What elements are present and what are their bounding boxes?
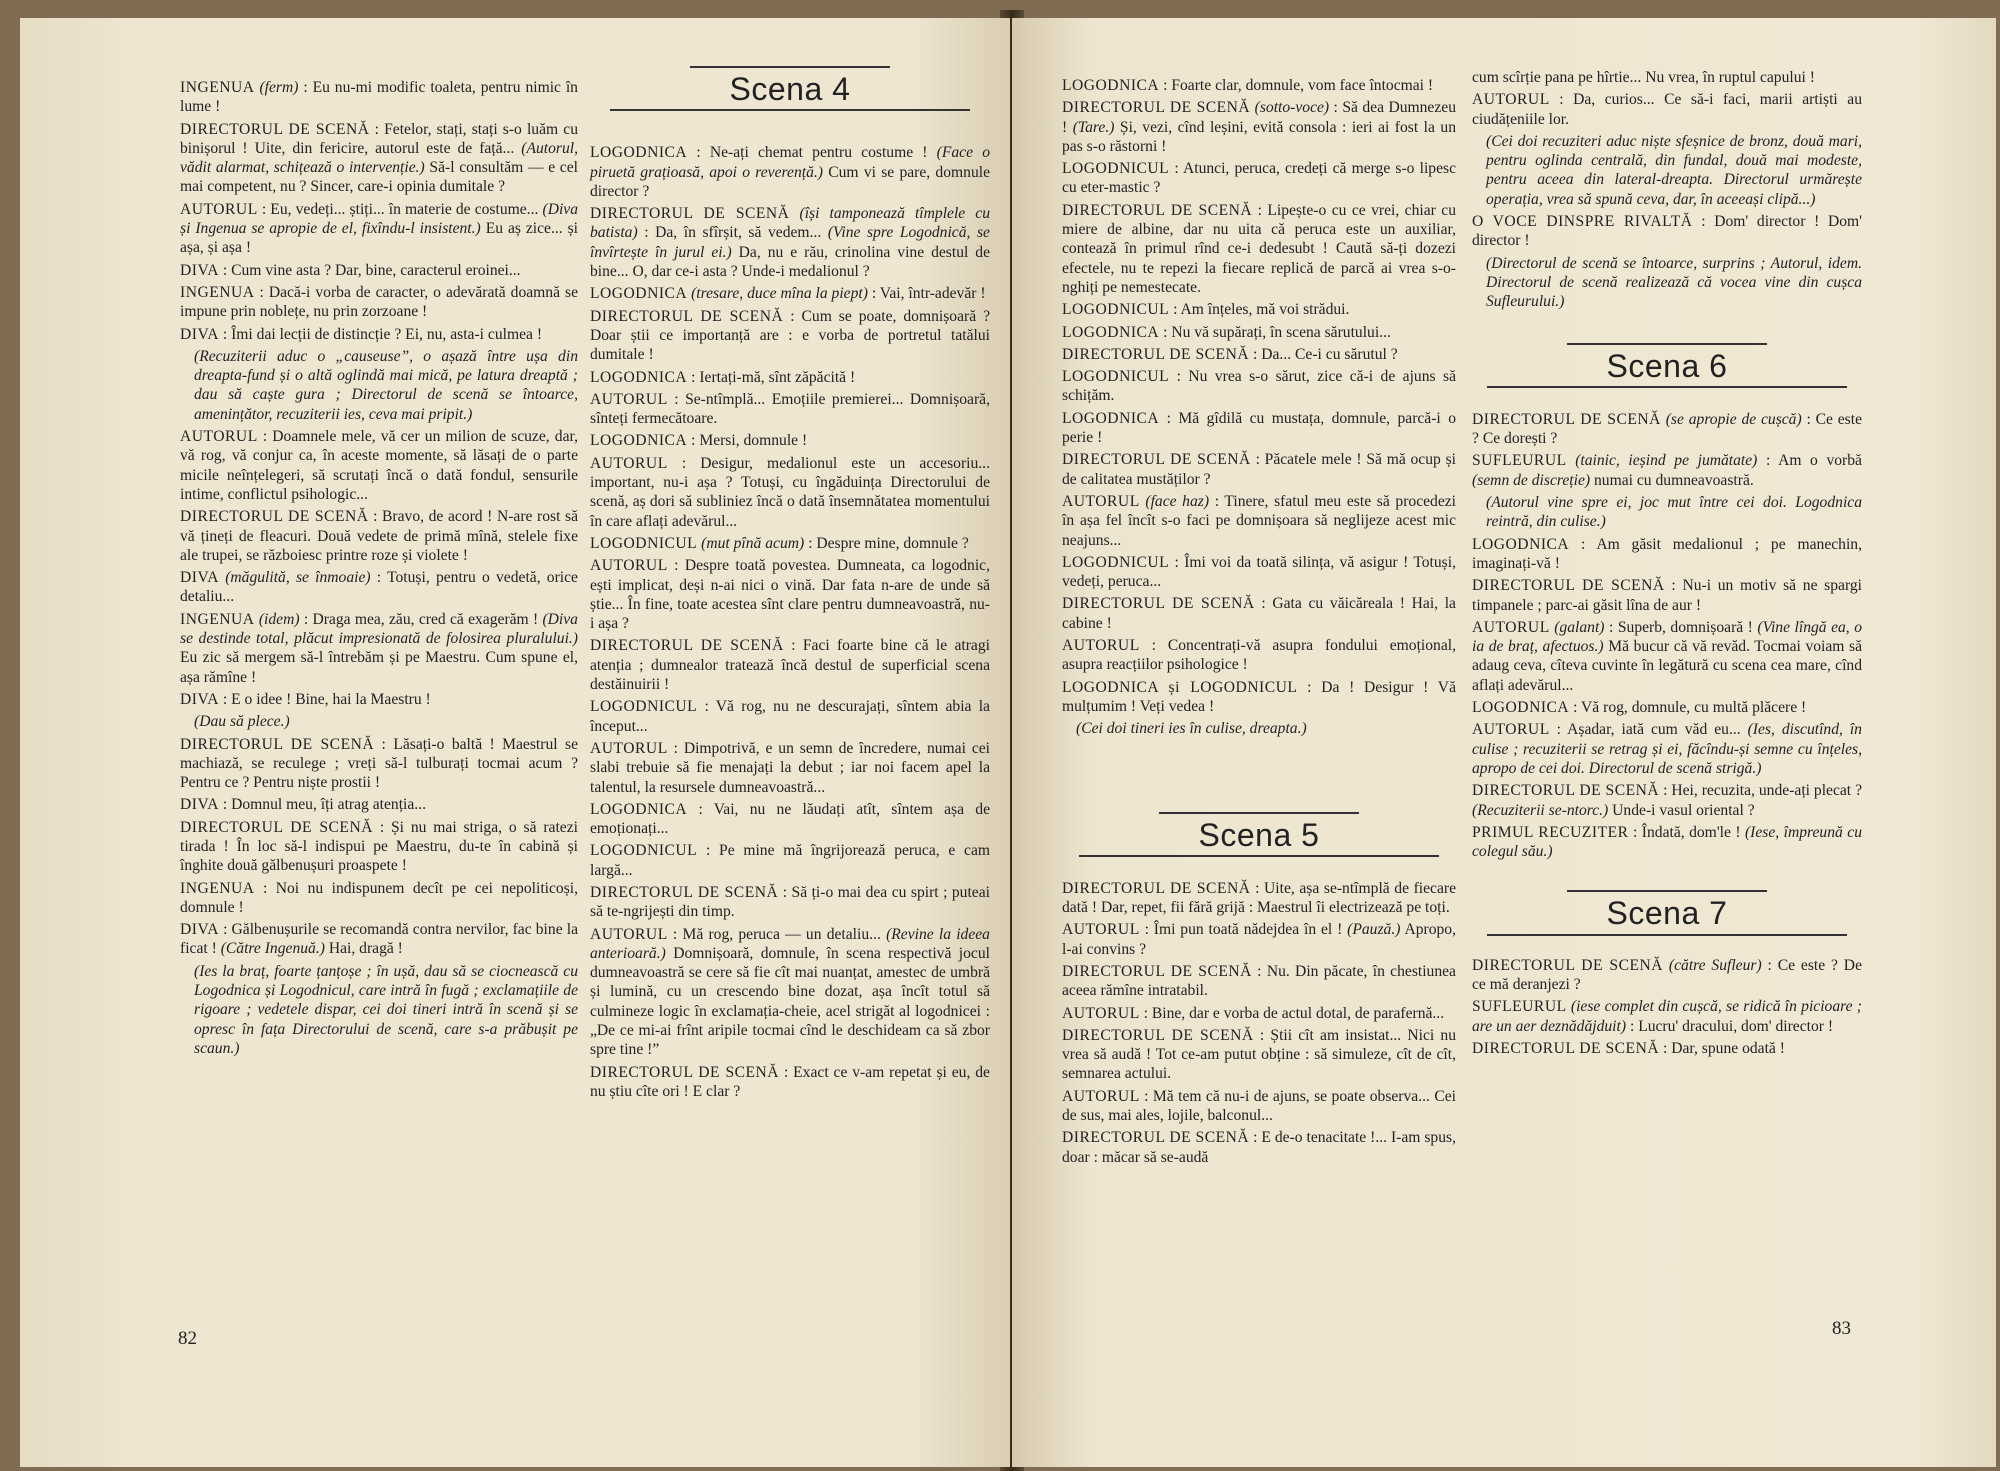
dialogue-line: O VOCE DINSPRE RIVALTĂ : Dom' director ! Dom' director ! <box>1472 213 1862 250</box>
dialogue-line: LOGODNICA : Vă rog, domnule, cu multă plăcere ! <box>1472 699 1807 717</box>
stage-direction-text: (Cei doi recuziteri aduc niște sfeșnice de bronz, două mari, pentru oglinda centrală, din fundal, două mai modeste, pentru aceea din lateral-dreapta. Directorul urmărește operația, vrea să spună ceva, dar, în aceeași clipă...) <box>1486 132 1862 208</box>
dialogue-line: DIVA : Cum vine asta ? Dar, bine, caracterul eroinei... <box>180 261 521 279</box>
dialogue-text: Se-ntîmplă... Emoțiile premierei... Domnișoară, sînteți fermecătoare. <box>590 390 990 428</box>
dialogue-text: Pe mine mă îngrijorează peruca, e cam largă... <box>590 842 990 879</box>
dialogue-line: AUTORUL : Se-ntîmplă... Emoțiile premierei... Domnișoară, sînteți fermecătoare. <box>590 390 990 428</box>
speaker-name: AUTORUL <box>1062 921 1140 939</box>
stage-direction-text: (Ies la braț, foarte țanțoșe ; în ușă, dau să se ciocnească cu Logodnica și Logodnicul, care intră în fugă ; exclamațiile de rigoare ; vedetele dispar, cei doi tineri intră în scenă și se opresc în fața Directorului de scenă, care s-a prăbușit pe scaun.) <box>194 962 578 1057</box>
speaker-name: DIRECTORUL DE SCENĂ <box>1062 1026 1254 1044</box>
stage-direction-text: (Dau să plece.) <box>194 713 290 731</box>
scene-rule <box>1159 812 1359 814</box>
speaker-name: LOGODNICA <box>590 800 688 818</box>
stage-direction-inline: (Iese, împreună cu colegul său.) <box>1472 823 1862 861</box>
dialogue-text: Cum vi se pare, domnule director ? <box>590 163 991 200</box>
dialogue-line: LOGODNICA și LOGODNICUL : Da ! Desigur ! Vă mulțumim ! Veți vedea ! <box>1062 678 1456 715</box>
dialogue-line: AUTORUL : Dimpotrivă, e un semn de încredere, numai cei slabi trebuie să fie menajați la debut ; iar noi facem apel la talentul, la resursele dumneavoastră... <box>590 739 990 796</box>
dialogue-text: Eu zic să mergem să-l întrebăm și pe Maestru. Cum spune el, așa rămîne ! <box>180 649 578 686</box>
dialogue-text: Mă gîdilă cu mustața, domnule, parcă-i o perie ! <box>1062 409 1456 447</box>
stage-direction-text: (Cei doi tineri ies în culise, dreapta.) <box>1076 720 1307 738</box>
dialogue-continuation <box>1472 68 1862 87</box>
dialogue-text: Nu-i un motiv să ne spargi timpanele ; parc-ai găsit lîna de aur ! <box>1472 577 1863 614</box>
stage-direction-inline: (semn de discreție) <box>1472 471 1591 489</box>
dialogue-text: Vă rog, nu ne descurajați, sîntem abia la început... <box>590 698 990 735</box>
scene-title: Scena 5 <box>1198 816 1320 853</box>
dialogue-line: DIVA (măgulită, se înmoaie) : Totuși, pentru o vedetă, orice detaliu... <box>180 569 578 606</box>
stage-direction-inline: (Către Ingenuă.) <box>220 940 325 958</box>
dialogue-text: Hai, dragă ! <box>328 940 403 958</box>
dialogue-text: E o idee ! Bine, hai la Maestru ! <box>231 690 431 708</box>
dialogue-text: Da, curios... Ce să-i faci, marii artiști au ciudățeniile lor. <box>1472 91 1862 128</box>
dialogue-text: Am o vorbă <box>1778 452 1862 470</box>
dialogue-text: Îndată, dom'le ! <box>1641 823 1741 841</box>
dialogue-text: Exact ce v-am repetat și eu, de nu știu cîte ori ! E clar ? <box>590 1063 990 1100</box>
dialogue-text: Îmi dai lecții de distincție ? Ei, nu, asta-i culmea ! <box>231 325 543 343</box>
stage-direction-inline: (tainic, ieșind pe jumătate) <box>1575 452 1758 470</box>
stage-direction-inline: (ferm) <box>259 79 299 96</box>
dialogue-text: Da, în sfîrșit, să vedem... <box>655 224 822 242</box>
dialogue-line: DIRECTORUL DE SCENĂ : Faci foarte bine că le atragi atenția ; dumnealor tratează încă destul de superficial scena destăinuirii ! <box>590 637 990 694</box>
dialogue-line: DIRECTORUL DE SCENĂ : Lăsați-o baltă ! Maestrul se machiază, se reculege ; vreți să-l tulburați tocmai acum ? Pentru ce ? Pentru niște prostii ! <box>180 735 578 792</box>
stage-direction <box>180 347 578 424</box>
speaker-name: INGENUA <box>180 610 255 628</box>
speaker-name: DIVA <box>180 796 219 814</box>
stage-direction-inline: (iese complet din cușcă, se ridică în picioare ; are un aer deznădăjduit) <box>1472 998 1862 1035</box>
right-page-column-2 <box>1472 68 1862 1061</box>
dialogue-text: E de-o tenacitate !... I-am spus, doar : măcar să se-audă <box>1062 1129 1456 1166</box>
dialogue-text: cum scîrție pana pe hîrtie... Nu vrea, în ruptul capului ! <box>1472 69 1815 86</box>
dialogue-line: AUTORUL : Eu, vedeți... știți... în materie de costume... (Diva și Ingenua se apropie de el, fixîndu-l insistent.) Eu aș zice... și așa, și așa ! <box>180 200 579 257</box>
dialogue-text: Cum se poate, domnișoară ? Doar știi ce importanță are : e vorba de portretul tatălui dumitale ! <box>590 307 990 364</box>
speaker-name: O VOCE DINSPRE RIVALTĂ <box>1472 213 1693 231</box>
dialogue-line: AUTORUL : Mă rog, peruca — un detaliu... (Revine la ideea anterioară.) Domnișoară, domnule, în scena respectivă jocul dumneavoastră se cere să fie cît mai nuanțat, amestec de umbră și lumină, cu un crescendo bine dozat, așa încît totul să culmineze logic în exclamația-cheie, acel strigăt al logodnicei : „De ce mi-ai frînt aripile tocmai cînd le deschideam ca să zbor spre tine !” <box>590 925 990 1059</box>
dialogue-line: DIRECTORUL DE SCENĂ : Nu-i un motiv să ne spargi timpanele ; parc-ai găsit lîna de aur ! <box>1472 577 1863 614</box>
dialogue-line: DIVA : Domnul meu, îți atrag atenția... <box>180 796 426 814</box>
dialogue-line: DIRECTORUL DE SCENĂ : Da... Ce-i cu sărutul ? <box>1062 345 1398 363</box>
speaker-name: DIRECTORUL DE SCENĂ <box>1472 1039 1660 1057</box>
dialogue-text: Bravo, de acord ! N-are rost să vă țineți de fleacuri. Două vedete de primă mînă, stelele fixe ale trupei, se războiesc printre roze și violete ! <box>180 508 579 564</box>
scene-7-heading <box>1472 890 1862 935</box>
dialogue-line: PRIMUL RECUZITER : Îndată, dom'le ! (Iese, împreună cu colegul său.) <box>1472 823 1862 861</box>
dialogue-text: Despre mine, domnule ? <box>816 534 969 552</box>
speaker-name: INGENUA <box>180 879 255 897</box>
speaker-name: DIVA <box>180 261 219 279</box>
stage-direction-inline: (galant) <box>1554 618 1605 636</box>
stage-direction-text: (Directorul de scenă se întoarce, surprins ; Autorul, idem. Directorul de scenă realizează că vocea vine din cușca Sufleurului.) <box>1486 254 1862 311</box>
dialogue-line: AUTORUL (face haz) : Tinere, sfatul meu este să procedezi în așa fel încît s-o faci pe domnișoara să neglijeze acest mic neajuns... <box>1062 492 1457 549</box>
speaker-name: DIRECTORUL DE SCENĂ <box>180 735 375 753</box>
stage-direction-inline: (Tare.) <box>1072 118 1115 136</box>
dialogue-line: AUTORUL : Bine, dar e vorba de actul dotal, de parafernă... <box>1062 1004 1445 1022</box>
speaker-name: LOGODNICA <box>590 144 688 162</box>
dialogue-line: AUTORUL : Așadar, iată cum văd eu... (Ies, discutînd, în culise ; recuziterii se retrag și ei, făcîndu-și semne cu înțeles, apropo de cei doi. Directorul de scenă strigă.) <box>1472 721 1862 777</box>
speaker-name: PRIMUL RECUZITER <box>1472 823 1629 841</box>
stage-direction-inline: (Vine lîngă ea, o ia de braț, afectuos.) <box>1472 618 1863 656</box>
stage-direction-inline: (Diva și Ingenua se apropie de el, fixîndu-l insistent.) <box>180 200 579 238</box>
scene-title: Scena 6 <box>1606 347 1728 384</box>
stage-direction-inline: (Revine la ideea anterioară.) <box>590 925 990 962</box>
speaker-name: LOGODNICUL <box>590 534 698 552</box>
speaker-name: LOGODNICUL <box>1062 301 1170 319</box>
dialogue-text: Da ! Desigur ! Vă mulțumim ! Veți vedea ! <box>1062 678 1456 715</box>
dialogue-text: Ce este ? Ce dorești ? <box>1472 410 1863 448</box>
dialogue-line: DIVA : E o idee ! Bine, hai la Maestru ! <box>180 690 431 708</box>
dialogue-line: AUTORUL : Îmi pun toată nădejdea în el ! (Pauză.) Apropo, l-ai convins ? <box>1062 921 1456 958</box>
scene-title: Scena 7 <box>1606 895 1728 932</box>
dialogue-text: Atunci, peruca, credeți că merge s-o lipesc cu eter-mastic ? <box>1062 160 1456 197</box>
dialogue-line: AUTORUL : Concentrați-vă asupra fondului emoțional, asupra reacțiilor psihologice ! <box>1062 637 1456 674</box>
scene-rule <box>1567 890 1767 892</box>
speaker-name: AUTORUL <box>180 200 258 218</box>
dialogue-line: LOGODNICUL : Pe mine mă îngrijorează peruca, e cam largă... <box>590 842 990 879</box>
speaker-name: LOGODNICA <box>1062 323 1160 341</box>
speaker-name: DIRECTORUL DE SCENĂ <box>590 307 784 325</box>
dialogue-line: DIRECTORUL DE SCENĂ (se apropie de cușcă) : Ce este ? Ce dorești ? <box>1472 410 1863 448</box>
page-82 <box>20 18 1010 1467</box>
dialogue-line: DIRECTORUL DE SCENĂ : Și nu mai striga, o să ratezi tirada ! În loc să-l indispui pe Maestru, du-te în cabină și înghite două gălbenușuri proaspete ! <box>180 818 578 875</box>
dialogue-text: Lăsați-o baltă ! Maestrul se machiază, se reculege ; vreți să-l tulburați tocmai acum ? Pentru ce ? Pentru niște prostii ! <box>180 735 578 792</box>
speaker-name: DIVA <box>180 690 219 708</box>
dialogue-line: DIRECTORUL DE SCENĂ : Fetelor, stați, stați s-o luăm cu binișorul ! Uite, din fericire, autorul este de față... (Autorul, vădit alarmat, schițează o intervenție.) Să-l consultăm — e cel mai competent, nu ? Sincer, care-i opinia dumitale ? <box>180 120 578 196</box>
dialogue-text: Să ți-o mai dea cu spirt ; puteai să te-ngrijești din timp. <box>590 883 990 921</box>
stage-direction-inline: (mut pînă acum) <box>701 534 805 552</box>
dialogue-text: Domnișoară, domnule, în scena respectivă jocul dumneavoastră se cere să fie cît mai nuanțat, amestec de umbră și lumină, cu un crescendo bine dozat, așa încît totul să culmineze logic în exclamația-cheie, acel strigăt al logodnicei : „De ce mi-ai frînt aripile tocmai cînd le deschideam ca să zbor spre tine !” <box>590 944 990 1059</box>
stage-direction-text: (Recuziterii aduc o „causeuse”, o așază între ușa din dreapta-fund și o altă oglindă mai mică, pe latura dreaptă ; dau să caște gura ; Directorul de scenă se întoarce, amenințător, recuziterii ies, ceva mai pripit.) <box>194 347 578 423</box>
dialogue-text: Faci foarte bine că le atragi atenția ; dumnealor tratează încă destul de superficial scena destăinuirii ! <box>590 637 990 694</box>
dialogue-line: LOGODNICA : Ne-ați chemat pentru costume ! (Face o piruetă grațioasă, apoi o reverență.) Cum vi se pare, domnule director ? <box>590 144 991 200</box>
stage-direction-inline: (tresare, duce mîna la piept) <box>691 285 868 303</box>
dialogue-text: Eu nu-mi modific toaleta, pentru nimic în lume ! <box>180 79 578 116</box>
scene-rule <box>690 66 890 68</box>
speaker-name: AUTORUL <box>1062 1087 1140 1105</box>
dialogue-text: Bine, dar e vorba de actul dotal, de parafernă... <box>1151 1004 1445 1022</box>
right-page-column-1 <box>1062 76 1456 1170</box>
dialogue-text: Am găsit medalionul ; pe manechin, imaginați-vă ! <box>1472 535 1862 572</box>
dialogue-block <box>590 143 990 1101</box>
dialogue-text: Gata cu văicăreala ! Hai, la cabine ! <box>1062 595 1456 632</box>
dialogue-text: Vai, într-adevăr ! <box>879 285 986 303</box>
dialogue-block <box>1472 68 1862 312</box>
dialogue-line: DIRECTORUL DE SCENĂ : Cum se poate, domnișoară ? Doar știi ce importanță are : e vorba de portretul tatălui dumitale ! <box>590 307 990 364</box>
stage-direction-inline: (Ies, discutînd, în culise ; recuziterii se retrag și ei, făcîndu-și semne cu înțeles, apropo de cei doi. Directorul de scenă strigă.) <box>1472 721 1862 777</box>
speaker-name: DIVA <box>180 921 219 939</box>
speaker-name: DIRECTORUL DE SCENĂ <box>590 883 779 901</box>
speaker-name: AUTORUL <box>590 557 668 575</box>
dialogue-text: Despre toată povestea. Dumneata, ca logodnic, ești implicat, deși n-ai nici o vină. Dar fata n-are de unde să știe... În fine, toate acestea sînt clare pentru dumneavoastră, nu-i așa ? <box>590 557 991 633</box>
dialogue-line: LOGODNICUL : Îmi voi da toată silința, vă asigur ! Totuși, vedeți, peruca... <box>1062 553 1456 591</box>
dialogue-text: Iertați-mă, sînt zăpăcită ! <box>699 368 856 386</box>
speaker-name: DIRECTORUL DE SCENĂ <box>1062 201 1253 219</box>
speaker-name: DIRECTORUL DE SCENĂ <box>1472 782 1660 800</box>
speaker-name: DIRECTORUL DE SCENĂ <box>1062 451 1251 469</box>
dialogue-text: Ce este ? De ce mă deranjezi ? <box>1472 956 1862 993</box>
speaker-name: INGENUA <box>180 283 255 301</box>
speaker-name: AUTORUL <box>180 428 258 446</box>
left-page-column-1 <box>180 78 578 1061</box>
dialogue-line: DIRECTORUL DE SCENĂ (către Sufleur) : Ce este ? De ce mă deranjezi ? <box>1472 956 1862 993</box>
dialogue-text: Lipește-o cu ce vrei, chiar cu miere de albine, dar nu uita că peruca este un auxiliar, contează în primul rînd ce-i dedesubt ! Caută să-ți dozezi efectele, nu te repezi la fiecare replică de parcă ai vrea s-o-nghiți pe nemestecate. <box>1062 201 1456 296</box>
speaker-name: AUTORUL <box>590 925 668 943</box>
dialogue-line: LOGODNICUL : Atunci, peruca, credeți că merge s-o lipesc cu eter-mastic ? <box>1062 160 1456 197</box>
dialogue-text: numai cu dumneavoastră. <box>1593 471 1754 489</box>
dialogue-line: SUFLEURUL (iese complet din cușcă, se ridică în picioare ; are un aer deznădăjduit) : Lucru' dracului, dom' director ! <box>1472 998 1862 1035</box>
speaker-name: AUTORUL <box>1472 91 1550 109</box>
dialogue-line: AUTORUL : Desigur, medalionul este un accesoriu... important, nu-i așa ? Totuși, cu îngăduința Directorului de scenă, aș dori să subliniez încă o dată însemnătatea momentului în care aflați adevărul... <box>590 454 990 530</box>
speaker-name: DIRECTORUL DE SCENĂ <box>1472 410 1661 428</box>
scene-6-heading <box>1472 343 1862 388</box>
speaker-name: AUTORUL <box>1062 492 1140 510</box>
dialogue-line: INGENUA : Noi nu indispunem decît pe cei nepoliticoși, domnule ! <box>180 879 578 916</box>
dialogue-text: Să dea Dumnezeu ! <box>1062 99 1456 136</box>
dialogue-line: DIRECTORUL DE SCENĂ : Păcatele mele ! Să mă ocup și de calitatea mustăților ? <box>1062 451 1456 488</box>
dialogue-text: Nu. Din păcate, în chestiunea aceea rămîne intratabil. <box>1062 962 1456 1000</box>
dialogue-text: Noi nu indispunem decît pe cei nepoliticoși, domnule ! <box>180 879 578 916</box>
dialogue-line: AUTORUL (galant) : Superb, domnișoară ! (Vine lîngă ea, o ia de braț, afectuos.) Mă bucur că vă revăd. Tocmai voiam să adaug ceva, cîteva cuvinte în legătură cu scena cea mare, cînd aflați adevărul... <box>1472 618 1863 694</box>
dialogue-text: Eu aș zice... și așa, și așa ! <box>180 220 578 257</box>
dialogue-text: Totuși, pentru o vedetă, orice detaliu... <box>180 569 578 606</box>
stage-direction-inline: (își tamponează tîmplele cu batista) <box>590 205 990 242</box>
speaker-name: LOGODNICUL <box>1062 553 1170 571</box>
dialogue-text: Nu vrea s-o sărut, zice că-i de ajuns să schițăm. <box>1062 368 1456 405</box>
dialogue-line: DIVA : Îmi dai lecții de distincție ? Ei, nu, asta-i culmea ! <box>180 325 543 343</box>
stage-direction-inline: (se apropie de cușcă) <box>1665 410 1802 428</box>
speaker-name: DIRECTORUL DE SCENĂ <box>1062 99 1251 117</box>
dialogue-line: LOGODNICUL : Nu vrea s-o sărut, zice că-i de ajuns să schițăm. <box>1062 368 1456 405</box>
speaker-name: DIRECTORUL DE SCENĂ <box>1062 345 1250 363</box>
speaker-name: DIRECTORUL DE SCENĂ <box>1062 962 1252 980</box>
speaker-name: INGENUA <box>180 79 255 96</box>
dialogue-line: AUTORUL : Mă tem că nu-i de ajuns, se poate observa... Cei de sus, mai ales, lojile, balconul... <box>1062 1087 1456 1125</box>
dialogue-line: DIRECTORUL DE SCENĂ : Nu. Din păcate, în chestiunea aceea rămîne intratabil. <box>1062 962 1456 1000</box>
dialogue-text: Vai, nu ne lăudați atît, sîntem așa de emoționați... <box>590 800 990 838</box>
dialogue-line: DIRECTORUL DE SCENĂ : Știi cît am insistat... Nici nu vrea să audă ! Tot ce-am putut obține : să simuleze, cît de cît, semnarea actului. <box>1062 1026 1456 1083</box>
dialogue-line: DIRECTORUL DE SCENĂ : Dar, spune odată ! <box>1472 1039 1785 1057</box>
dialogue-text: Uite, așa se-ntîmplă de fiecare dată ! Dar, repet, fii fără grijă : Maestrul îi electrizează pe toți. <box>1062 879 1457 917</box>
speaker-name: DIRECTORUL DE SCENĂ <box>1472 956 1664 974</box>
dialogue-text: Fetelor, stați, stați s-o luăm cu binișorul ! Uite, din fericire, autorul este de față... <box>180 120 578 157</box>
dialogue-line: DIRECTORUL DE SCENĂ (sotto-voce) : Să dea Dumnezeu ! (Tare.) Și, vezi, cînd leșini, evită consola : ieri ai fost la un pas s-o răstorni ! <box>1062 99 1456 155</box>
dialogue-line: LOGODNICA : Mă gîdilă cu mustața, domnule, parcă-i o perie ! <box>1062 409 1456 447</box>
speaker-name: DIRECTORUL DE SCENĂ <box>180 508 369 526</box>
dialogue-line: LOGODNICA (tresare, duce mîna la piept) : Vai, într-adevăr ! <box>590 285 986 303</box>
dialogue-text: Doamnele mele, vă cer un milion de scuze, dar, vă rog, vă conjur ca, în aceste momente, să lăsați de o parte micile neînțelegeri, să scrutați încă o dată fondul, sensurile intime, conflictul psihologic... <box>180 428 578 503</box>
stage-direction <box>1472 132 1862 209</box>
dialogue-text: Da... Ce-i cu sărutul ? <box>1261 345 1398 363</box>
dialogue-block <box>1472 410 1862 862</box>
speaker-name: DIRECTORUL DE SCENĂ <box>590 205 790 223</box>
dialogue-line: DIRECTORUL DE SCENĂ : Uite, așa se-ntîmplă de fiecare dată ! Dar, repet, fii fără grijă : Maestrul îi electrizează pe toți. <box>1062 879 1457 917</box>
speaker-name: LOGODNICUL <box>1062 160 1170 178</box>
speaker-name: LOGODNICA <box>1062 77 1160 94</box>
dialogue-text: Unde-i vasul oriental ? <box>1612 801 1755 819</box>
stage-direction-text: (Autorul vine spre ei, joc mut între cei doi. Logodnica reintră, din culise.) <box>1486 494 1862 531</box>
dialogue-line: DIRECTORUL DE SCENĂ : Lipește-o cu ce vrei, chiar cu miere de albine, dar nu uita că peruca este un auxiliar, contează în primul rînd ce-i dedesubt ! Caută să-ți dozezi efectele, nu te repezi la fiecare replică de parcă ai vrea s-o-nghiți pe nemestecate. <box>1062 201 1456 296</box>
stage-direction <box>1062 719 1456 738</box>
dialogue-line: AUTORUL : Despre toată povestea. Dumneata, ca logodnic, ești implicat, deși n-ai nici o vină. Dar fata n-are de unde să știe... În fine, toate acestea sînt clare pentru dumneavoastră, nu-i așa ? <box>590 557 991 633</box>
speaker-name: AUTORUL <box>590 739 668 757</box>
dialogue-text: Îmi pun toată nădejdea în el ! <box>1153 921 1343 939</box>
dialogue-line: LOGODNICA : Foarte clar, domnule, vom face întocmai ! <box>1062 77 1434 94</box>
speaker-name: LOGODNICA <box>590 432 688 450</box>
dialogue-line: DIRECTORUL DE SCENĂ : Hei, recuzita, unde-ați plecat ? (Recuziterii se-ntorc.) Unde-i vasul oriental ? <box>1472 782 1862 819</box>
dialogue-line: DIRECTORUL DE SCENĂ (își tamponează tîmplele cu batista) : Da, în sfîrșit, să vedem... (Vine spre Logodnică, se învîrtește în jurul ei.) Da, nu e rău, crinolina vine destul de bine... O, dar ce-i asta ? Unde-i medalionul ? <box>590 205 991 281</box>
dialogue-text: Ne-ați chemat pentru costume ! <box>709 144 928 162</box>
dialogue-line: DIRECTORUL DE SCENĂ : Gata cu văicăreala ! Hai, la cabine ! <box>1062 595 1456 632</box>
stage-direction-inline: (sotto-voce) <box>1254 99 1330 117</box>
dialogue-text: Superb, domnișoară ! <box>1617 618 1753 636</box>
speaker-name: AUTORUL <box>1472 618 1550 636</box>
dialogue-text: Mersi, domnule ! <box>699 432 808 450</box>
speaker-name: AUTORUL <box>1472 721 1550 739</box>
dialogue-text: Să-l consultăm — e cel mai competent, nu ? Sincer, care-i opinia dumitale ? <box>180 159 578 196</box>
page-number: 83 <box>1832 1318 1851 1339</box>
left-page-column-2 <box>590 66 990 1104</box>
dialogue-text: Mă rog, peruca — un detaliu... <box>682 925 881 943</box>
page-83 <box>1012 18 1996 1467</box>
speaker-name: LOGODNICA <box>1472 535 1570 553</box>
speaker-name: DIVA <box>180 325 219 343</box>
speaker-name: DIRECTORUL DE SCENĂ <box>1062 879 1251 897</box>
speaker-name: LOGODNICA <box>590 285 688 303</box>
dialogue-text: Știi cît am insistat... Nici nu vrea să audă ! Tot ce-am putut obține : să simuleze, cît de cît, semnarea actului. <box>1062 1026 1456 1083</box>
dialogue-text: Draga mea, zău, cred că exagerăm ! <box>312 610 539 628</box>
speaker-name: DIRECTORUL DE SCENĂ <box>1472 577 1665 595</box>
speaker-name: LOGODNICA și LOGODNICUL <box>1062 678 1298 696</box>
dialogue-text: Gălbenușurile se recomandă contra nervilor, fac bine la ficat ! <box>180 921 578 958</box>
dialogue-text: Îmi voi da toată silința, vă asigur ! Totuși, vedeți, peruca... <box>1062 553 1456 591</box>
speaker-name: LOGODNICA <box>1062 409 1160 427</box>
dialogue-text: Păcatele mele ! Să mă ocup și de calitatea mustăților ? <box>1062 451 1456 488</box>
stage-direction-inline: (Autorul, vădit alarmat, schițează o intervenție.) <box>180 139 578 177</box>
dialogue-text: Eu, vedeți... știți... în materie de costume... <box>270 200 539 218</box>
stage-direction-inline: (Diva se destinde total, plăcut impresionată de folosirea pluralului.) <box>180 610 578 648</box>
page-number: 82 <box>178 1328 197 1349</box>
dialogue-line: INGENUA : Dacă-i vorba de caracter, o adevărată doamnă se impune prin noblețe, nu prin zorzoane ! <box>180 283 578 321</box>
dialogue-line: INGENUA (idem) : Draga mea, zău, cred că exagerăm ! (Diva se destinde total, plăcut impresionată de folosirea pluralului.) Eu zic să mergem să-l întrebăm și pe Maestru. Cum spune el, așa rămîne ! <box>180 610 578 686</box>
dialogue-line: LOGODNICA : Am găsit medalionul ; pe manechin, imaginați-vă ! <box>1472 535 1862 572</box>
speaker-name: DIRECTORUL DE SCENĂ <box>1062 1129 1250 1147</box>
dialogue-line: INGENUA (ferm) : Eu nu-mi modific toaleta, pentru nimic în lume ! <box>180 79 578 116</box>
speaker-name: SUFLEURUL <box>1472 998 1567 1016</box>
dialogue-text: Foarte clar, domnule, vom face întocmai ! <box>1171 77 1434 94</box>
dialogue-text: Am înțeles, mă voi strădui. <box>1180 301 1350 319</box>
stage-direction-inline: (măgulită, se înmoaie) <box>225 569 371 587</box>
stage-direction-inline: (Vine spre Logodnică, se învîrtește în jurul ei.) <box>590 224 990 261</box>
dialogue-text: Da, nu e rău, crinolina vine destul de bine... O, dar ce-i asta ? Unde-i medalionul ? <box>590 243 991 281</box>
stage-direction-inline: (face haz) <box>1145 492 1210 510</box>
stage-direction-inline: (Face o piruetă grațioasă, apoi o reverență.) <box>590 144 990 181</box>
dialogue-line: DIRECTORUL DE SCENĂ : Să ți-o mai dea cu spirt ; puteai să te-ngrijești din timp. <box>590 883 990 921</box>
speaker-name: AUTORUL <box>590 390 668 408</box>
dialogue-text: Domnul meu, îți atrag atenția... <box>231 796 426 814</box>
dialogue-line: AUTORUL : Doamnele mele, vă cer un milion de scuze, dar, vă rog, vă conjur ca, în aceste momente, să lăsați de o parte micile neînțelegeri, să scrutați încă o dată fondul, sensurile intime, conflictul psihologic... <box>180 428 578 503</box>
dialogue-text: Mă bucur că vă revăd. Tocmai voiam să adaug ceva, cîteva cuvinte în legătură cu scena cea mare, cînd aflați adevărul... <box>1472 638 1863 694</box>
speaker-name: LOGODNICA <box>1472 699 1570 717</box>
dialogue-line: LOGODNICUL : Am înțeles, mă voi strădui. <box>1062 301 1350 319</box>
dialogue-text: Și nu mai striga, o să ratezi tirada ! În loc să-l indispui pe Maestru, du-te în cabină și înghite două gălbenușuri proaspete ! <box>180 818 578 875</box>
speaker-name: LOGODNICUL <box>590 698 698 716</box>
dialogue-text: Vă rog, domnule, cu multă plăcere ! <box>1581 699 1807 717</box>
speaker-name: LOGODNICUL <box>1062 368 1170 386</box>
dialogue-text: Dom' director ! Dom' director ! <box>1472 213 1862 250</box>
stage-direction <box>1472 254 1862 312</box>
dialogue-text: Și, vezi, cînd leșini, evită consola : ieri ai fost la un pas s-o răstorni ! <box>1062 118 1456 155</box>
scene-5-heading <box>1062 812 1456 857</box>
dialogue-line: LOGODNICUL : Vă rog, nu ne descurajați, sîntem abia la început... <box>590 698 990 735</box>
speaker-name: SUFLEURUL <box>1472 452 1567 470</box>
scene-title: Scena 4 <box>729 71 851 107</box>
dialogue-text: Apropo, l-ai convins ? <box>1062 921 1456 958</box>
dialogue-line: LOGODNICA : Vai, nu ne lăudați atît, sîntem așa de emoționați... <box>590 800 990 838</box>
dialogue-line: DIVA : Gălbenușurile se recomandă contra nervilor, fac bine la ficat ! (Către Ingenuă.) Hai, dragă ! <box>180 921 578 958</box>
dialogue-line: DIRECTORUL DE SCENĂ : Bravo, de acord ! N-are rost să vă țineți de fleacuri. Două vedete de primă mînă, stelele fixe ale trupei, se războiesc printre roze și violete ! <box>180 508 579 564</box>
dialogue-text: Concentrați-vă asupra fondului emoțional, asupra reacțiilor psihologice ! <box>1062 637 1456 674</box>
dialogue-text: Nu vă supărați, în scena sărutului... <box>1171 323 1391 341</box>
dialogue-text: Desigur, medalionul este un accesoriu... important, nu-i așa ? Totuși, cu îngăduința Directorului de scenă, aș dori să subliniez încă o dată însemnătatea momentului în care aflați adevărul... <box>590 454 990 530</box>
dialogue-line: LOGODNICA : Nu vă supărați, în scena sărutului... <box>1062 323 1391 341</box>
dialogue-block <box>1062 76 1456 739</box>
stage-direction <box>180 962 578 1058</box>
dialogue-text: Mă tem că nu-i de ajuns, se poate observa... Cei de sus, mai ales, lojile, balconul... <box>1062 1087 1456 1125</box>
dialogue-text: Dimpotrivă, e un semn de încredere, numai cei slabi trebuie să fie menajați la debut ; iar noi facem apel la talentul, la resursele dumneavoastră... <box>590 739 990 796</box>
dialogue-line: DIRECTORUL DE SCENĂ : E de-o tenacitate !... I-am spus, doar : măcar să se-audă <box>1062 1129 1456 1166</box>
dialogue-line: LOGODNICA : Mersi, domnule ! <box>590 432 808 450</box>
dialogue-text: Dar, spune odată ! <box>1671 1039 1785 1057</box>
speaker-name: DIRECTORUL DE SCENĂ <box>590 1063 780 1081</box>
speaker-name: DIRECTORUL DE SCENĂ <box>180 818 373 836</box>
dialogue-text: Așadar, iată cum văd eu... <box>1567 721 1741 739</box>
scene-rule <box>1567 343 1767 345</box>
dialogue-text: Hei, recuzita, unde-ați plecat ? <box>1671 782 1862 800</box>
dialogue-block <box>1472 956 1862 1058</box>
dialogue-text: Lucru' dracului, dom' director ! <box>1638 1017 1834 1035</box>
speaker-name: AUTORUL <box>1062 637 1140 655</box>
stage-direction-inline: (către Sufleur) <box>1668 956 1762 974</box>
speaker-name: DIRECTORUL DE SCENĂ <box>180 120 370 138</box>
stage-direction-inline: (idem) <box>258 610 300 628</box>
speaker-name: DIRECTORUL DE SCENĂ <box>590 637 784 655</box>
dialogue-block <box>1062 879 1456 1167</box>
dialogue-line: LOGODNICUL (mut pînă acum) : Despre mine, domnule ? <box>590 534 969 552</box>
stage-direction-inline: (Recuziterii se-ntorc.) <box>1472 801 1609 819</box>
stage-direction <box>1472 493 1862 532</box>
dialogue-line: SUFLEURUL (tainic, ieșind pe jumătate) : Am o vorbă (semn de discreție) numai cu dumneavoastră. <box>1472 452 1862 489</box>
dialogue-text: Dacă-i vorba de caracter, o adevărată doamnă se impune prin noblețe, nu prin zorzoane ! <box>180 283 578 321</box>
speaker-name: AUTORUL <box>590 454 668 472</box>
dialogue-line: LOGODNICA : Iertați-mă, sînt zăpăcită ! <box>590 368 856 386</box>
stage-direction <box>180 712 578 731</box>
scene-4-heading <box>590 66 990 111</box>
dialogue-line: DIRECTORUL DE SCENĂ : Exact ce v-am repetat și eu, de nu știu cîte ori ! E clar ? <box>590 1063 990 1100</box>
stage-direction-inline: (Pauză.) <box>1347 921 1401 939</box>
speaker-name: LOGODNICA <box>590 368 688 386</box>
dialogue-line: AUTORUL : Da, curios... Ce să-i faci, marii artiști au ciudățeniile lor. <box>1472 91 1862 128</box>
dialogue-text: Cum vine asta ? Dar, bine, caracterul eroinei... <box>231 261 521 279</box>
dialogue-text: Tinere, sfatul meu este să procedezi în așa fel încît s-o faci pe domnișoara să neglijeze acest mic neajuns... <box>1062 492 1457 549</box>
speaker-name: AUTORUL <box>1062 1004 1140 1022</box>
speaker-name: DIVA <box>180 569 219 587</box>
speaker-name: DIRECTORUL DE SCENĂ <box>1062 595 1255 613</box>
speaker-name: LOGODNICUL <box>590 842 698 860</box>
